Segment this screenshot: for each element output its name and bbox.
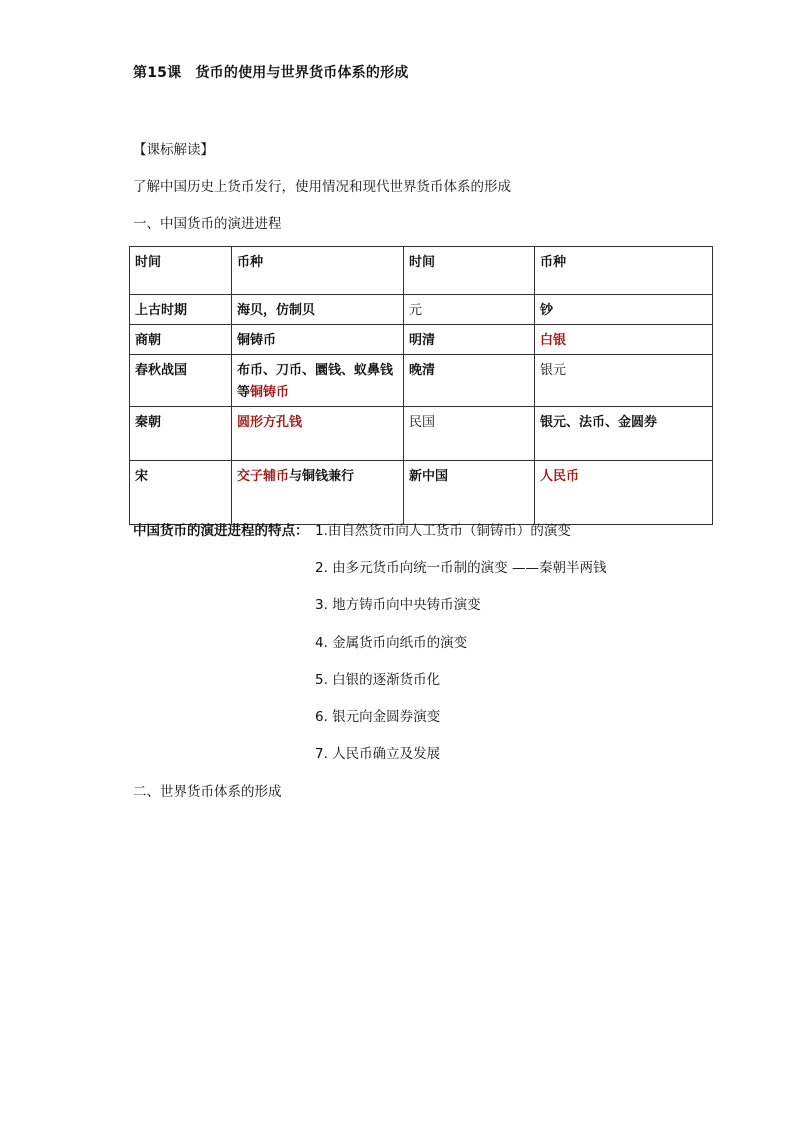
feature-item: 3. 地方铸币向中央铸币演变 <box>315 597 481 613</box>
header-cell-currency-2: 币种 <box>535 247 713 295</box>
table-row <box>130 355 713 407</box>
cell-currency-highlight: 交子辅币 <box>237 469 290 484</box>
cell-currency <box>232 355 404 407</box>
cell-currency-2: 人民币 <box>535 461 713 525</box>
feature-item: 4. 金属货币向纸币的演变 <box>315 635 468 651</box>
feature-item: 5. 白银的逐渐货币化 <box>315 672 441 688</box>
cell-time: 商朝 <box>130 325 232 355</box>
feature-item: 2. 由多元货币向统一币制的演变 ——秦朝半两钱 <box>315 560 607 576</box>
cell-currency-2: 银元、法币、金圆券 <box>535 407 713 461</box>
cell-currency-text: 布币、刀币、圜钱、蚁鼻钱等 <box>237 363 394 400</box>
cell-time: 春秋战国 <box>130 355 232 407</box>
section-1-title: 一、中国货币的演进进程 <box>133 216 282 232</box>
cell-time-2: 晚清 <box>404 355 535 407</box>
table-row <box>130 461 713 525</box>
header-cell-time-2: 时间 <box>404 247 535 295</box>
cell-time: 上古时期 <box>130 295 232 325</box>
cell-time: 秦朝 <box>130 407 232 461</box>
header-cell-time: 时间 <box>130 247 232 295</box>
header-cell-currency: 币种 <box>232 247 404 295</box>
cell-time-2: 民国 <box>404 407 535 461</box>
table-row <box>130 407 713 461</box>
feature-item: 7. 人民币确立及发展 <box>315 746 441 762</box>
cell-time-2: 明清 <box>404 325 535 355</box>
currency-table <box>129 246 713 525</box>
section-2-title: 二、世界货币体系的形成 <box>133 784 282 800</box>
cell-currency: 铜铸币 <box>232 325 404 355</box>
cell-currency-2: 钞 <box>535 295 713 325</box>
cell-currency-highlight: 铜铸币 <box>250 385 290 400</box>
cell-time: 宋 <box>130 461 232 525</box>
cell-currency: 圆形方孔钱 <box>232 407 404 461</box>
cell-currency-text: 与铜钱兼行 <box>289 469 355 484</box>
cell-time-2: 元 <box>404 295 535 325</box>
cell-currency-2: 白银 <box>535 325 713 355</box>
cell-currency <box>232 461 404 525</box>
cell-currency: 海贝，仿制贝 <box>232 295 404 325</box>
cell-time-2: 新中国 <box>404 461 535 525</box>
lesson-title: 第15课 货币的使用与世界货币体系的形成 <box>133 65 409 81</box>
table-row <box>130 295 713 325</box>
feature-item: 6. 银元向金圆券演变 <box>315 709 441 725</box>
features-label: 中国货币的演进进程的特点： <box>133 523 309 539</box>
table-row <box>130 325 713 355</box>
feature-item: 1.由自然货币向人工货币（铜铸币）的演变 <box>315 523 571 539</box>
kebiao-text: 了解中国历史上货币发行，使用情况和现代世界货币体系的形成 <box>133 179 511 195</box>
kebiao-heading: 【课标解读】 <box>133 142 214 158</box>
cell-currency-2: 银元 <box>535 355 713 407</box>
table-header-row <box>130 247 713 295</box>
